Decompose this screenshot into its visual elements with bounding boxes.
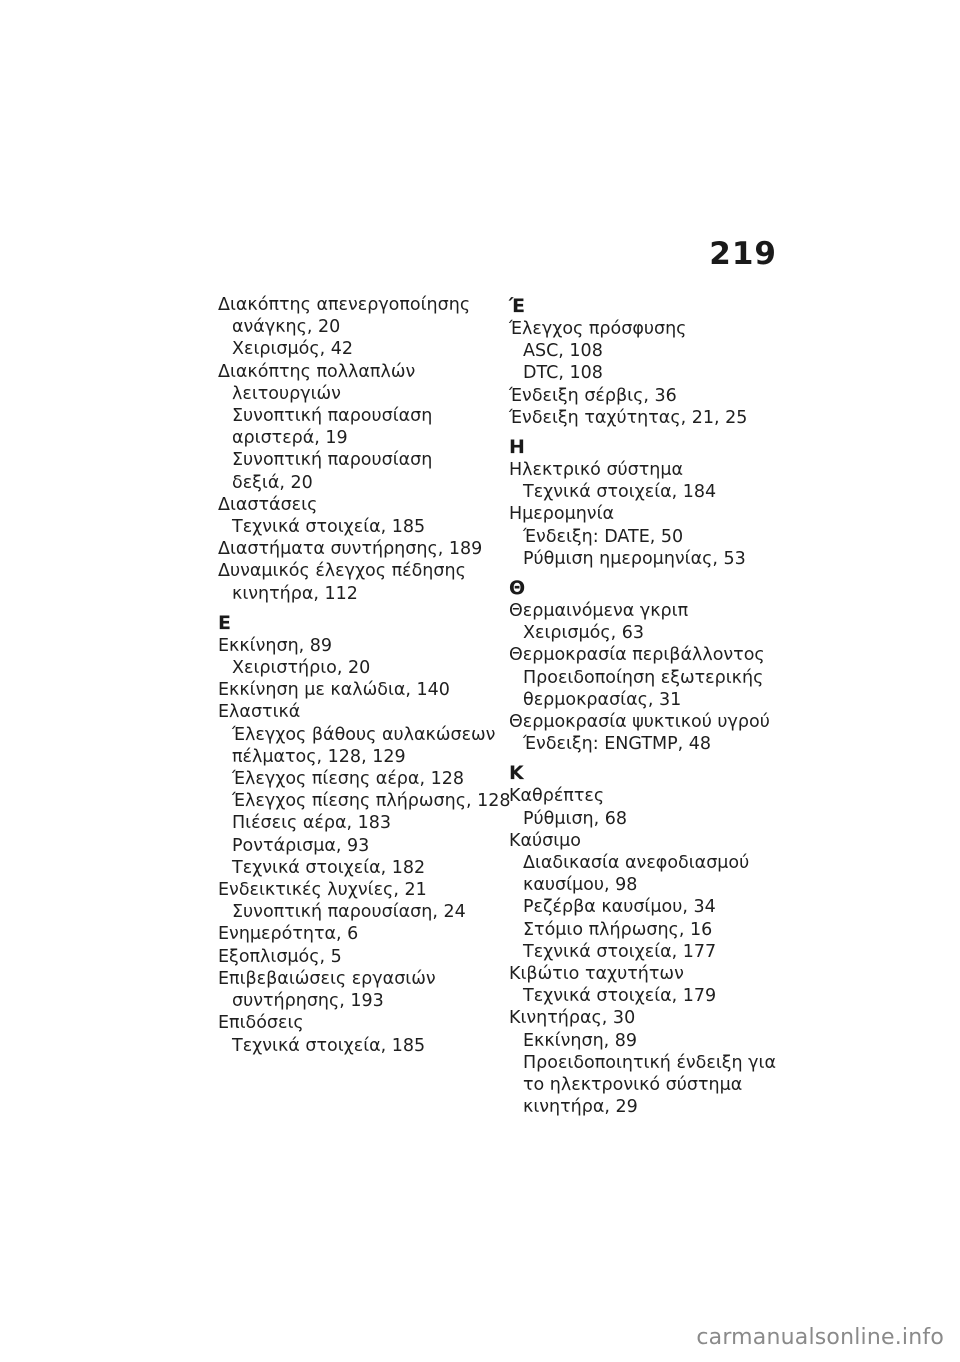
index-section-letter: Κ [509, 762, 524, 785]
index-subentry: Συνοπτική παρουσίαση [232, 450, 433, 471]
index-section-letter: Η [509, 436, 525, 459]
index-entry: Ενημερότητα, 6 [218, 924, 359, 945]
index-column-right [509, 294, 809, 1119]
index-entry: Εκκίνηση, 89 [218, 635, 333, 656]
index-entry: Διαστάσεις [218, 494, 318, 515]
index-subentry: Τεχνικά στοιχεία, 184 [523, 482, 717, 503]
index-subentry: Στόμιο πλήρωσης, 16 [523, 919, 713, 940]
index-entry: Ελαστικά [218, 702, 301, 723]
index-subentry: Έλεγχος βάθους αυλακώσεων [232, 724, 496, 745]
index-subentry: Χειρισμός, 63 [523, 623, 644, 644]
index-subentry: Ρεζέρβα καυσίμου, 34 [523, 897, 716, 918]
index-entry: Κιβώτιο ταχυτήτων [509, 964, 684, 985]
index-subentry: κινητήρα, 112 [232, 583, 358, 604]
index-subentry: Έλεγχος πίεσης αέρα, 128 [232, 769, 464, 790]
index-subentry: Προειδοποίηση εξωτερικής [523, 667, 764, 688]
index-entry: Επιδόσεις [218, 1013, 304, 1034]
index-subentry: το ηλεκτρονικό σύστημα [523, 1075, 743, 1096]
index-subentry: ASC, 108 [523, 341, 603, 362]
index-subentry: δεξιά, 20 [232, 472, 313, 493]
page-number: 219 [709, 236, 777, 272]
index-subentry: Τεχνικά στοιχεία, 177 [523, 941, 717, 962]
index-entry: Καθρέπτες [509, 786, 605, 807]
index-entry: Κινητήρας, 30 [509, 1008, 636, 1029]
index-subentry: Συνοπτική παρουσίαση [232, 406, 433, 427]
index-subentry: Ροντάρισμα, 93 [232, 835, 370, 856]
index-subentry: Χειριστήριο, 20 [232, 658, 371, 679]
index-subentry: DTC, 108 [523, 363, 603, 384]
index-column-left [218, 294, 518, 1057]
index-entry: Ενδεικτικές λυχνίες, 21 [218, 880, 427, 901]
index-subentry: Τεχνικά στοιχεία, 185 [232, 517, 426, 538]
index-subentry: αριστερά, 19 [232, 428, 348, 449]
index-subentry: Εκκίνηση, 89 [523, 1030, 638, 1051]
index-entry: Θερμαινόμενα γκριπ [509, 601, 689, 622]
index-subentry: θερμοκρασίας, 31 [523, 689, 682, 710]
index-entry: Επιβεβαιώσεις εργασιών [218, 968, 436, 989]
index-entry: Εκκίνηση με καλώδια, 140 [218, 680, 450, 701]
index-section-letter: Έ [509, 295, 526, 317]
index-entry: Ηλεκτρικό σύστημα [509, 460, 684, 481]
index-entry: Διακόπτης πολλαπλών [218, 361, 416, 382]
index-subentry: Ρύθμιση ημερομηνίας, 53 [523, 548, 746, 569]
index-subentry: ανάγκης, 20 [232, 317, 341, 338]
index-subentry: Προειδοποιητική ένδειξη για [523, 1052, 776, 1073]
index-subentry: Τεχνικά στοιχεία, 179 [523, 986, 717, 1007]
index-entry: Καύσιμο [509, 830, 581, 851]
index-entry: Θερμοκρασία περιβάλλοντος [509, 645, 765, 666]
index-entry: Ημερομηνία [509, 504, 615, 525]
index-subentry: Τεχνικά στοιχεία, 182 [232, 857, 426, 878]
index-entry: Διαστήματα συντήρησης, 189 [218, 539, 483, 560]
index-subentry: Χειρισμός, 42 [232, 339, 353, 360]
index-subentry: συντήρησης, 193 [232, 991, 384, 1012]
index-entry: Δυναμικός έλεγχος πέδησης [218, 561, 466, 582]
index-subentry: πέλματος, 128, 129 [232, 746, 406, 767]
index-subentry: κινητήρα, 29 [523, 1097, 638, 1118]
index-subentry: Διαδικασία ανεφοδιασμού [523, 853, 750, 874]
index-subentry: Ένδειξη: DATE, 50 [523, 526, 684, 547]
index-section-letter: Θ [509, 577, 526, 600]
index-subentry: Πιέσεις αέρα, 183 [232, 813, 392, 834]
index-subentry: Συνοπτική παρουσίαση, 24 [232, 902, 466, 923]
index-entry: Ένδειξη σέρβις, 36 [509, 385, 677, 406]
index-subentry: καυσίμου, 98 [523, 875, 638, 896]
index-entry: Εξοπλισμός, 5 [218, 946, 342, 967]
watermark: carmanualsonline.info [696, 1325, 944, 1350]
index-subentry: λειτουργιών [232, 383, 341, 404]
index-subentry: Τεχνικά στοιχεία, 185 [232, 1035, 426, 1056]
index-subentry: Ρύθμιση, 68 [523, 808, 628, 829]
index-entry: Ένδειξη ταχύτητας, 21, 25 [509, 407, 748, 428]
index-entry: Θερμοκρασία ψυκτικού υγρού [509, 712, 770, 733]
index-subentry: Ένδειξη: ENGTMP, 48 [523, 734, 712, 755]
index-entry: Διακόπτης απενεργοποίησης [218, 295, 471, 315]
index-section-letter: Ε [218, 611, 231, 634]
index-entry: Έλεγχος πρόσφυσης [509, 319, 687, 339]
index-subentry: Έλεγχος πίεσης πλήρωσης, 128 [232, 791, 511, 812]
